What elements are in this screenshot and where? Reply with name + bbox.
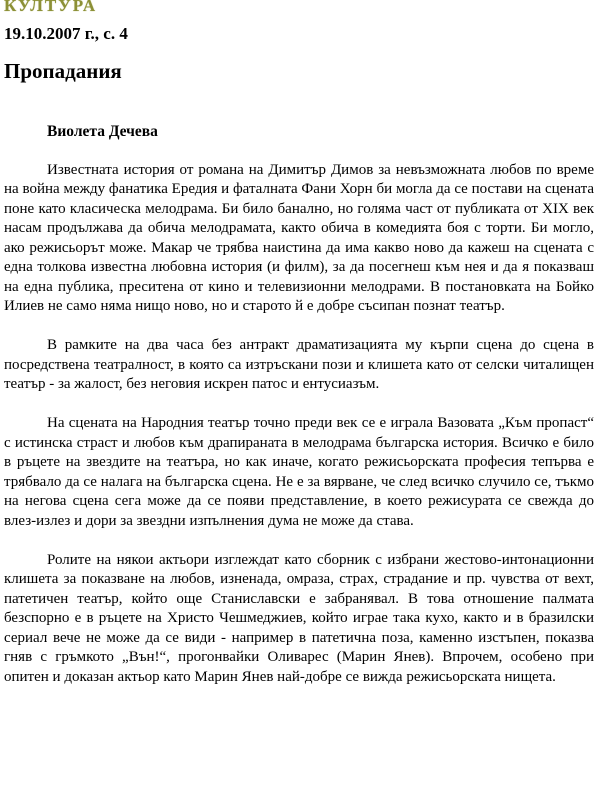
article-paragraph-2: В рамките на два часа без антракт драматизацията му кърпи сцена до сцена в посредствена театралност, в която са изтръскани пози и клишета като от селски читалищен театър - за жалост, без неговия искрен патос и ентусиазъм. — [4, 337, 594, 392]
dateline: 19.10.2007 г., с. 4 — [4, 24, 128, 43]
masthead-logo: КУЛТУРА — [4, 0, 98, 15]
article-title: Пропадания — [4, 59, 122, 83]
article-paragraph-4: Ролите на някои актьори изглеждат като сборник с избрани жестово-интонационни клишета за показване на любов, изненада, омраза, страх, страдание и пр. чувства от вехт, патетичен театър, който още Станиславски е забранявал. В това отношение палмата безспорно е в ръцете на Христо Чешмеджиев, който играе така кухо, както и в бразилски сериал вече не може да се види - например в патетична поза, каменно изстъпен, показва гняв с гръмкото „Вън!“, прогонвайки Оливарес (Марин Янев). Впрочем, особено при опитен и доказан актьор като Марин Янев най-добре се вижда режисьорската нищета. — [4, 551, 594, 685]
article-body — [4, 161, 594, 688]
article-paragraph-3: На сцената на Народния театър точно преди век се е играла Вазовата „Към пропаст“ с истинска страст и любов към драпираната в мелодрама българска история. Всичко е било в ръцете на звездите на театъра, но как иначе, когато режисьорската професия тепърва е трябвало да се налага на българска сцена. Не е за вярване, че след всичко случило се, тъкмо на негова сцена сега може да се появи представление, в което режисурата се свежда до влез-излез и дори за звездни изпълнения дума не може да става. — [4, 415, 594, 529]
article-author: Виолета Дечева — [47, 123, 158, 140]
article-paragraph-1: Известната история от романа на Димитър Димов за невъзможната любов по време на война между фанатика Ередия и фаталната Фани Хорн би могла да се постави на сцената поне като класическа мелодрама. Би било банално, но голяма част от публиката от XIX век насам продължава да обича мелодрамата, както обича в комедията боя с торти. Би могло, ако режисьорът може. Макар че трябва наистина да има какво ново да кажеш на сцената с една толкова известна любовна история (и филм), за да посегнеш към нея и да я показваш на една публика, преситена от кино и телевизионни мелодрами. В постановката на Бойко Илиев не само няма нищо ново, но и старото й е добре съсипан познат театър. — [4, 161, 594, 314]
